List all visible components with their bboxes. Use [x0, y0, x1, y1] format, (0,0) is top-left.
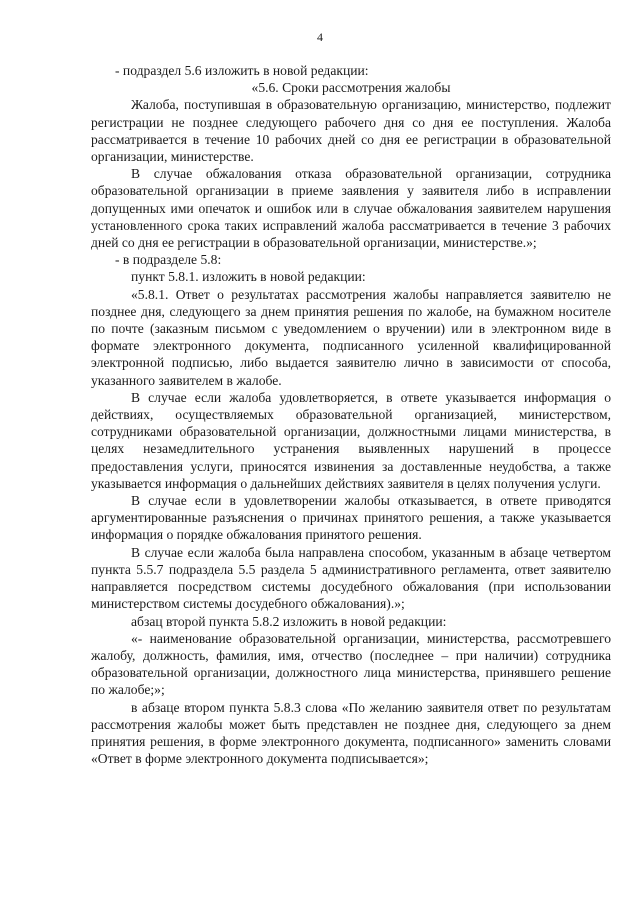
paragraph: В случае если жалоба была направлена способом, указанным в абзаце четвертом пункта 5.5.7 подраздела 5.5 раздела 5 административного регламента, ответ заявителю направляется посредством системы досудебного обжалования (при использовании министерством системы досудебного обжалования).»; — [91, 544, 611, 612]
paragraph: В случае если в удовлетворении жалобы отказывается, в ответе приводятся аргументированные разъяснения о причинах принятого решения, а также указывается информация о порядке обжалования принятого решения. — [91, 493, 611, 543]
paragraph: В случае если жалоба удовлетворяется, в ответе указывается информация о действиях, осуществляемых образовательной организацией, министерством, сотрудниками образовательной организации, должностными лицами министерства, в целях незамедлительного устранения выявленных нарушений в процессе предоставления услуги, приносятся извинения за доставленные неудобства, а также указывается информация о дальнейших действиях заявителя в целях получения услуги. — [91, 389, 611, 491]
paragraph: Жалоба, поступившая в образовательную организацию, министерство, подлежит регистрации не позднее следующего рабочего дня со дня ее поступления. Жалоба рассматривается в течение 10 рабочих дней со дня ее регистрации в образовательной организации, министерстве. — [91, 97, 611, 165]
page-number: 4 — [317, 30, 323, 44]
paragraph: в абзаце втором пункта 5.8.3 слова «По желанию заявителя ответ по результатам рассмотрения жалобы может быть представлен не позднее дня, следующего за днем принятия решения, в форме электронного документа, подписанного» заменить словами «Ответ в форме электронного документа подписывается»; — [91, 699, 611, 767]
paragraph: пункт 5.8.1. изложить в новой редакции: — [131, 269, 366, 285]
paragraph: «5.8.1. Ответ о результатах рассмотрения жалобы направляется заявителю не позднее дня, следующего за днем принятия решения по жалобе, на бумажном носителе по почте (заказным письмом с уведомлением о вручении) или в электронном виде в формате электронного документа, подписанного усиленной квалифицированной электронной подписью, либо выдается заявителю лично в зависимости от способа, указанного заявителем в жалобе. — [91, 286, 611, 388]
paragraph: - подраздел 5.6 изложить в новой редакции: — [115, 63, 369, 78]
paragraph: В случае обжалования отказа образовательной организации, сотрудника образовательной организации в приеме заявления у заявителя либо в исправлении допущенных ими опечаток и ошибок или в случае обжалования заявителем нарушения установленного срока таких исправлений жалоба рассматривается в течение 3 рабочих дней со дня ее регистрации в образовательной организации, министерстве.»; — [91, 166, 611, 251]
paragraph: абзац второй пункта 5.8.2 изложить в новой редакции: — [131, 613, 447, 629]
paragraph: «- наименование образовательной организации, министерства, рассмотревшего жалобу, должность, фамилия, имя, отчество (последнее – при наличии) сотрудника образовательной организации, должностного лица министерства, принявшего решение по жалобе;»; — [91, 630, 611, 698]
section-heading: «5.6. Сроки рассмотрения жалобы — [251, 80, 451, 96]
paragraph: - в подразделе 5.8: — [115, 252, 222, 268]
document-body — [91, 62, 611, 767]
